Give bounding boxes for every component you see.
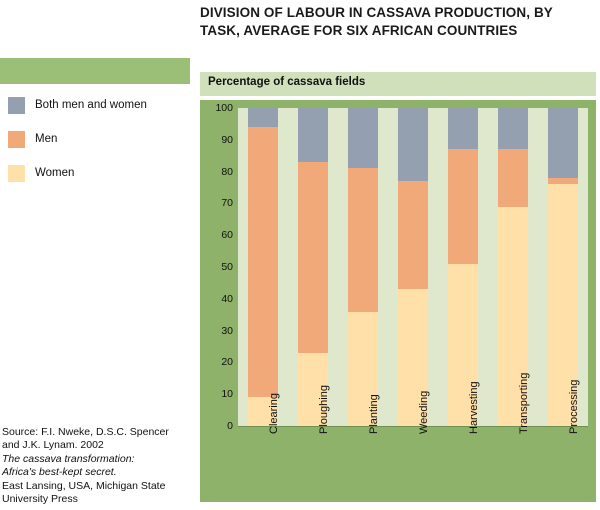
legend-item-men [0,122,190,156]
legend-item-both [0,88,190,122]
bar-segment [498,108,528,149]
page-title: DIVISION OF LABOUR IN CASSAVA PRODUCTION, BY TASK, AVERAGE FOR SIX AFRICAN COUNTRIES [200,5,553,39]
chart-subtitle: Percentage of cassava fields [208,76,366,88]
legend [0,88,190,190]
source-line-5: East Lansing, USA, Michigan State [2,479,166,492]
legend-label-both: Both men and women [35,99,147,111]
y-axis-tick: 100 [215,102,233,114]
bar-segment [348,108,378,168]
bar-segment [298,108,328,162]
y-axis-tick: 80 [221,165,233,178]
bar-segment [398,108,428,181]
y-axis-tick: 40 [221,292,233,305]
legend-header-band [0,58,190,84]
source-line-2: and J.K. Lynam. 2002 [2,439,104,452]
y-axis-tick: 20 [221,356,233,369]
bar-segment [448,149,478,263]
y-axis-tick: 90 [221,133,233,146]
x-axis-line [238,426,588,427]
bar-segment [248,127,278,397]
bar-column [348,108,378,426]
bar-column [448,108,478,426]
legend-item-women [0,156,190,190]
y-axis-tick: 50 [221,261,233,273]
x-axis-label: Clearing [268,393,280,434]
x-axis-label: Ploughing [318,385,330,434]
x-axis-label: Planting [368,394,380,434]
y-axis-tick: 10 [221,388,233,401]
bar-segment [548,108,578,178]
x-axis-label: Harvesting [468,381,480,434]
bar-segment [248,108,278,127]
source-line-3: The cassava transformation: [2,452,135,465]
x-axis-label: Processing [568,379,580,434]
plot-area [215,102,588,432]
bar-series-container [238,108,588,426]
y-axis-tick: 70 [221,197,233,210]
source-line-1: Source: F.I. Nweke, D.S.C. Spencer [2,426,169,438]
source-note [2,426,197,507]
bar-column [248,108,278,426]
bar-column [298,108,328,426]
bar-segment [398,181,428,289]
bar-column [548,108,578,426]
bar-segment [448,108,478,149]
bar-segment [348,168,378,311]
bar-segment [498,149,528,206]
x-axis-label: Transporting [518,372,530,434]
bar-segment [298,162,328,353]
bar-column [398,108,428,426]
bar-segment [548,178,578,184]
x-axis-label: Weeding [418,390,430,434]
legend-swatch-men [8,131,25,148]
chart-panel [200,72,596,502]
y-axis-tick: 60 [221,229,233,242]
source-line-6: University Press [2,493,78,506]
source-line-4: Africa's best-kept secret. [2,466,117,479]
legend-swatch-women [8,165,25,182]
legend-label-men: Men [35,133,58,145]
plot-frame [200,100,596,502]
legend-label-women: Women [35,167,75,179]
y-axis-tick: 30 [221,324,233,337]
y-axis-tick: 0 [227,420,233,432]
legend-swatch-both [8,97,25,114]
